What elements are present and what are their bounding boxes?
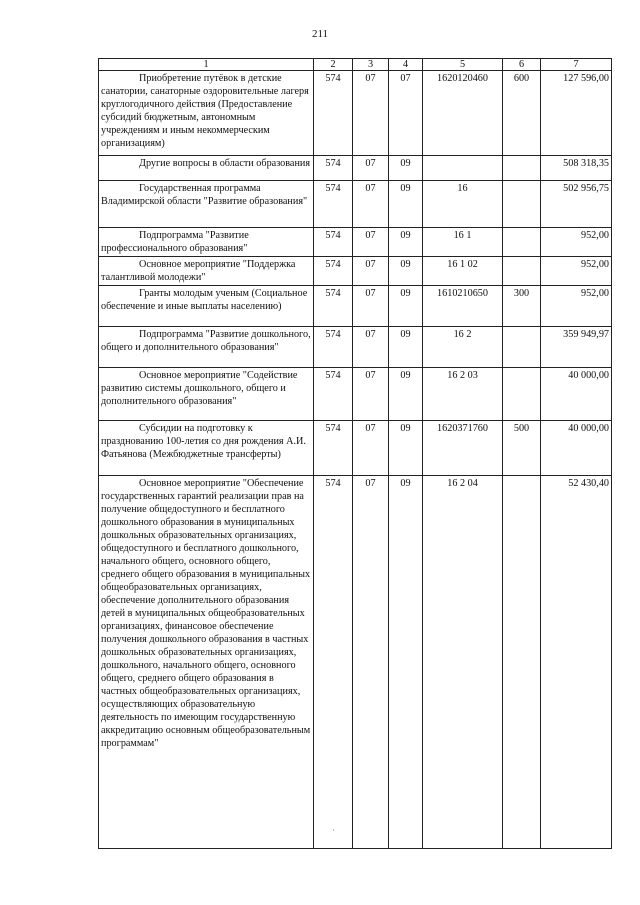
row-name-cell: Субсидии на подготовку к празднованию 100-летия со дня рождения А.И. Фатьянова (Межбюджетные трансферты) [99,421,314,476]
subsection-code-cell: 09 [389,286,423,327]
ministry-code-cell: 574 [314,327,353,368]
subsection-code-cell: 09 [389,327,423,368]
expense-type-cell [503,228,541,257]
target-code-cell: 1620371760 [423,421,503,476]
subsection-code-cell: 09 [389,181,423,228]
target-code-cell: 1620120460 [423,71,503,156]
ministry-code-cell: 574 [314,421,353,476]
subsection-code-cell: 09 [389,156,423,181]
table-row [99,257,612,286]
subsection-code-cell: 09 [389,228,423,257]
expense-type-cell [503,257,541,286]
amount-cell: 359 949,97 [541,327,612,368]
amount-cell: 127 596,00 [541,71,612,156]
table-row [99,421,612,476]
ministry-code-cell: 574 [314,156,353,181]
section-code-cell: 07 [353,156,389,181]
row-name-cell: Основное мероприятие "Содействие развитию системы дошкольного, общего и дополнительного образования" [99,368,314,421]
row-name-cell: Приобретение путёвок в детские санатории, санаторные оздоровительные лагеря круглогодичного действия (Предоставление субсидий бюджетным, автономным учреждениям и иным некоммерческим организациям) [99,71,314,156]
ministry-code-cell: 574 [314,476,353,849]
table-row [99,327,612,368]
amount-cell: 52 430,40 [541,476,612,849]
amount-cell: 40 000,00 [541,421,612,476]
col-header-1: 1 [99,59,314,71]
col-header-2: 2 [314,59,353,71]
scan-speck: · [332,826,335,835]
target-code-cell: 16 1 [423,228,503,257]
row-name-cell: Подпрограмма "Развитие дошкольного, общего и дополнительного образования" [99,327,314,368]
section-code-cell: 07 [353,327,389,368]
amount-cell: 502 956,75 [541,181,612,228]
target-code-cell: 16 2 04 [423,476,503,849]
header-row [99,59,612,71]
col-header-4: 4 [389,59,423,71]
row-name-cell: Другие вопросы в области образования [99,156,314,181]
section-code-cell: 07 [353,286,389,327]
col-header-3: 3 [353,59,389,71]
table-row [99,286,612,327]
amount-cell: 952,00 [541,286,612,327]
table-row [99,181,612,228]
row-name-cell: Основное мероприятие "Обеспечение государственных гарантий реализации прав на получение общедоступного и бесплатного дошкольного образования в муниципальных дошкольных образовательных организациях, общедоступного и бесплатного дошкольного, начального общего, основного общего, среднего общего образования в муниципальных общеобразовательных организациях, обеспечение дополнительного образования детей в муниципальных общеобразовательных организациях, финансовое обеспечение получения дошкольного образования в частных дошкольных образовательных организациях, дошкольного, начального общего, основного общего, среднего общего образования в частных общеобразовательных организациях, осуществляющих образовательную деятельность по имеющим государственную аккредитацию основным общеобразовательным программам" [99,476,314,849]
table-row [99,71,612,156]
section-code-cell: 07 [353,421,389,476]
ministry-code-cell: 574 [314,181,353,228]
target-code-cell: 16 [423,181,503,228]
row-name-cell: Гранты молодым ученым (Социальное обеспечение и иные выплаты населению) [99,286,314,327]
expense-type-cell [503,181,541,228]
col-header-5: 5 [423,59,503,71]
col-header-6: 6 [503,59,541,71]
row-name-cell: Основное мероприятие "Поддержка талантливой молодежи" [99,257,314,286]
target-code-cell: 16 2 03 [423,368,503,421]
row-name-cell: Подпрограмма "Развитие профессионального образования" [99,228,314,257]
section-code-cell: 07 [353,257,389,286]
row-name-cell: Государственная программа Владимирской области "Развитие образования" [99,181,314,228]
table-row [99,156,612,181]
expense-type-cell: 300 [503,286,541,327]
section-code-cell: 07 [353,181,389,228]
ministry-code-cell: 574 [314,368,353,421]
subsection-code-cell: 09 [389,368,423,421]
section-code-cell: 07 [353,476,389,849]
amount-cell: 952,00 [541,257,612,286]
target-code-cell: 16 2 [423,327,503,368]
target-code-cell: 1610210650 [423,286,503,327]
page-number: 211 [311,28,329,40]
expense-type-cell [503,476,541,849]
expense-type-cell [503,156,541,181]
expense-type-cell [503,327,541,368]
section-code-cell: 07 [353,228,389,257]
section-code-cell: 07 [353,368,389,421]
col-header-7: 7 [541,59,612,71]
section-code-cell: 07 [353,71,389,156]
subsection-code-cell: 09 [389,421,423,476]
expense-type-cell [503,368,541,421]
expense-type-cell: 600 [503,71,541,156]
budget-table [98,58,612,849]
ministry-code-cell: 574 [314,71,353,156]
table-row [99,228,612,257]
ministry-code-cell: 574 [314,286,353,327]
target-code-cell [423,156,503,181]
table-row [99,476,612,849]
target-code-cell: 16 1 02 [423,257,503,286]
subsection-code-cell: 07 [389,71,423,156]
amount-cell: 952,00 [541,228,612,257]
ministry-code-cell: 574 [314,257,353,286]
table-row [99,368,612,421]
amount-cell: 508 318,35 [541,156,612,181]
expense-type-cell: 500 [503,421,541,476]
amount-cell: 40 000,00 [541,368,612,421]
subsection-code-cell: 09 [389,257,423,286]
ministry-code-cell: 574 [314,228,353,257]
subsection-code-cell: 09 [389,476,423,849]
